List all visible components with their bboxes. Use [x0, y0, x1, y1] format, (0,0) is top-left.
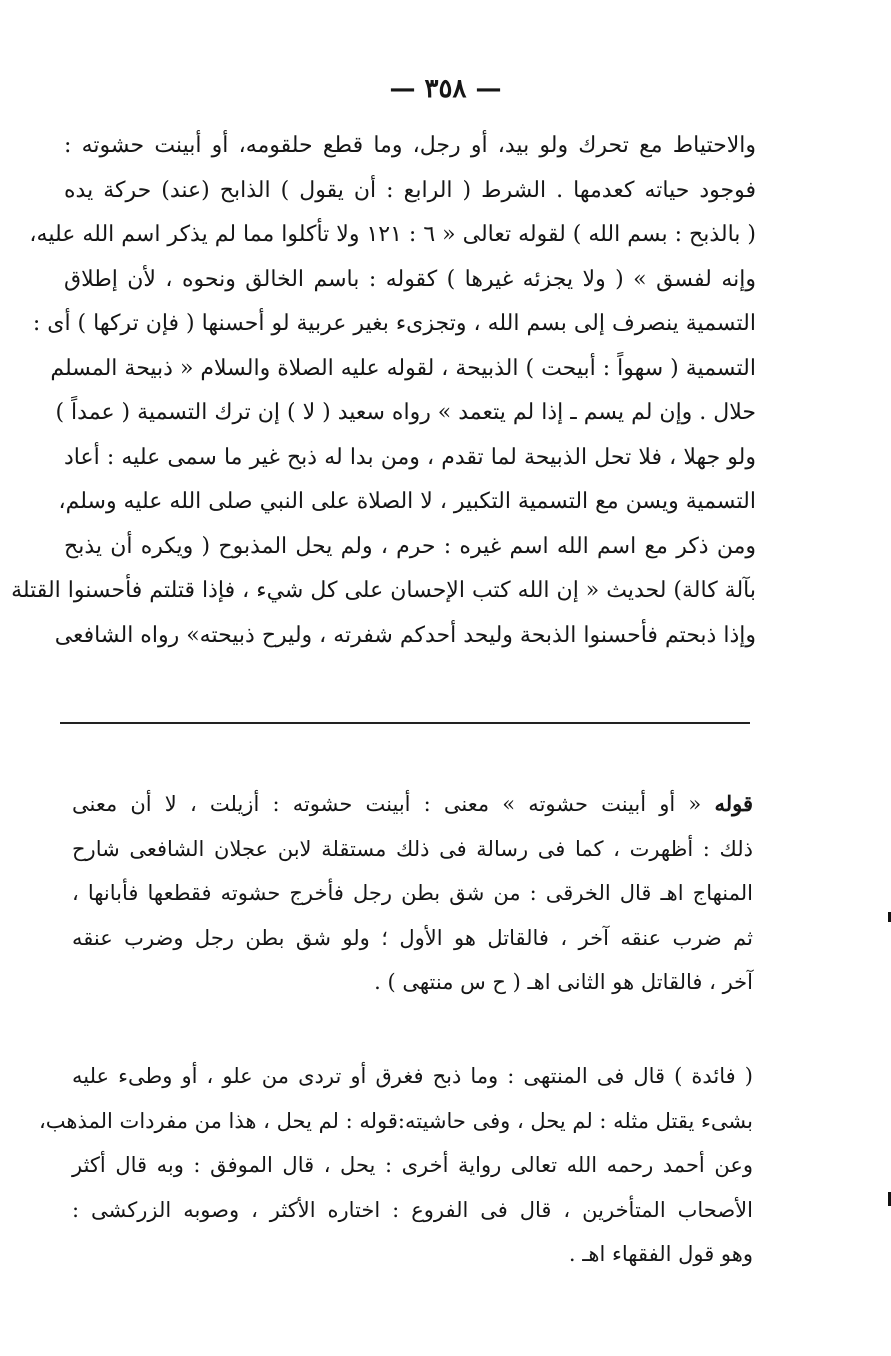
footnote-one	[72, 782, 753, 1005]
footnote-line: وهو قول الفقهاء اهـ .	[568, 1242, 753, 1266]
main-text-line: وإذا ذبحتم فأحسنوا الذبحة وليحد أحدكم شفرته ، وليرح ذبيحته» رواه الشافعى	[54, 622, 756, 648]
main-text-line: وإنه لفسق » ( ولا يجزئه غيرها ) كقوله : باسم الخالق ونحوه ، لأن إطلاق	[64, 266, 756, 292]
footnote-two	[39, 1054, 753, 1277]
footnote-line: آخر ، فالقاتل هو الثانى اهـ ( ح س منتهى ) .	[374, 970, 753, 994]
main-text-line: حلال . وإن لم يسم ـ إذا لم يتعمد » رواه سعيد ( لا ) إن ترك التسمية ( عمداً )	[55, 400, 756, 425]
main-text-line: ( بالذبح : بسم الله ) لقوله تعالى « ٦ : ١٢١ ولا تأكلوا مما لم يذكر اسم الله عليه،	[29, 222, 756, 247]
main-text-line: التسمية ( سهواً : أبيحت ) الذبيحة ، لقوله عليه الصلاة والسلام « ذبيحة المسلم	[50, 355, 756, 381]
footnote-line: المنهاج اهـ قال الخرقى : من شق بطن رجل فأخرج حشوته فقطعها فأبانها ،	[72, 881, 753, 905]
footnote-line: ذلك : أظهرت ، كما فى رسالة فى ذلك مستقلة لابن عجلان الشافعى شارح	[72, 836, 753, 861]
footnote-line	[72, 782, 753, 827]
main-text-line: فوجود حياته كعدمها . الشرط ( الرابع : أن يقول ) الذابح (عند) حركة يده	[64, 177, 756, 203]
footnote-line: الأصحاب المتأخرين ، قال فى الفروع : اختاره الأكثر ، وصوبه الزركشى :	[72, 1197, 753, 1222]
main-text-block	[11, 124, 756, 658]
footnote-line: ثم ضرب عنقه آخر ، فالقاتل هو الأول ؛ ولو شق بطن رجل وضرب عنقه	[72, 925, 753, 950]
main-text-line: التسمية ويسن مع التسمية التكبير ، لا الصلاة على النبي صلى الله عليه وسلم،	[58, 489, 756, 514]
footnote-line: وعن أحمد رحمه الله تعالى رواية أخرى : يحل ، قال الموفق : وبه قال أكثر	[72, 1153, 753, 1177]
main-text-line: ولو جهلا ، فلا تحل الذبيحة لما تقدم ، ومن بدا له ذبح غير ما سمى عليه : أعاد	[64, 444, 756, 470]
footnote-line: بشىء يقتل مثله : لم يحل ، وفى حاشيته:قوله : لم يحل ، هذا من مفردات المذهب،	[39, 1108, 753, 1133]
footnote-divider	[60, 722, 750, 724]
main-text-line: بآلة كالة) لحديث « إن الله كتب الإحسان على كل شيء ، فإذا قتلتم فأحسنوا القتلة	[11, 578, 756, 603]
footnote-lead-word: قوله	[714, 791, 753, 816]
footnote-line-text: « أو أبينت حشوته » معنى : أبينت حشوته : أزيلت ، لا أن معنى	[72, 792, 702, 816]
main-text-line: التسمية ينصرف إلى بسم الله ، وتجزىء بغير عربية لو أحسنها ( فإن تركها ) أى :	[32, 311, 756, 336]
footnote-line: ( فائدة ) قال فى المنتهى : وما ذبح فغرق أو تردى من علو ، أو وطىء عليه	[72, 1064, 753, 1088]
page-number: — ٣٥٨ —	[389, 74, 502, 104]
main-text-line: ومن ذكر مع اسم الله اسم غيره : حرم ، ولم يحل المذبوح ( ويكره أن يذبح	[64, 533, 756, 559]
main-text-line: والاحتياط مع تحرك ولو بيد، أو رجل، وما قطع حلقومه، أو أبينت حشوته :	[64, 133, 756, 158]
